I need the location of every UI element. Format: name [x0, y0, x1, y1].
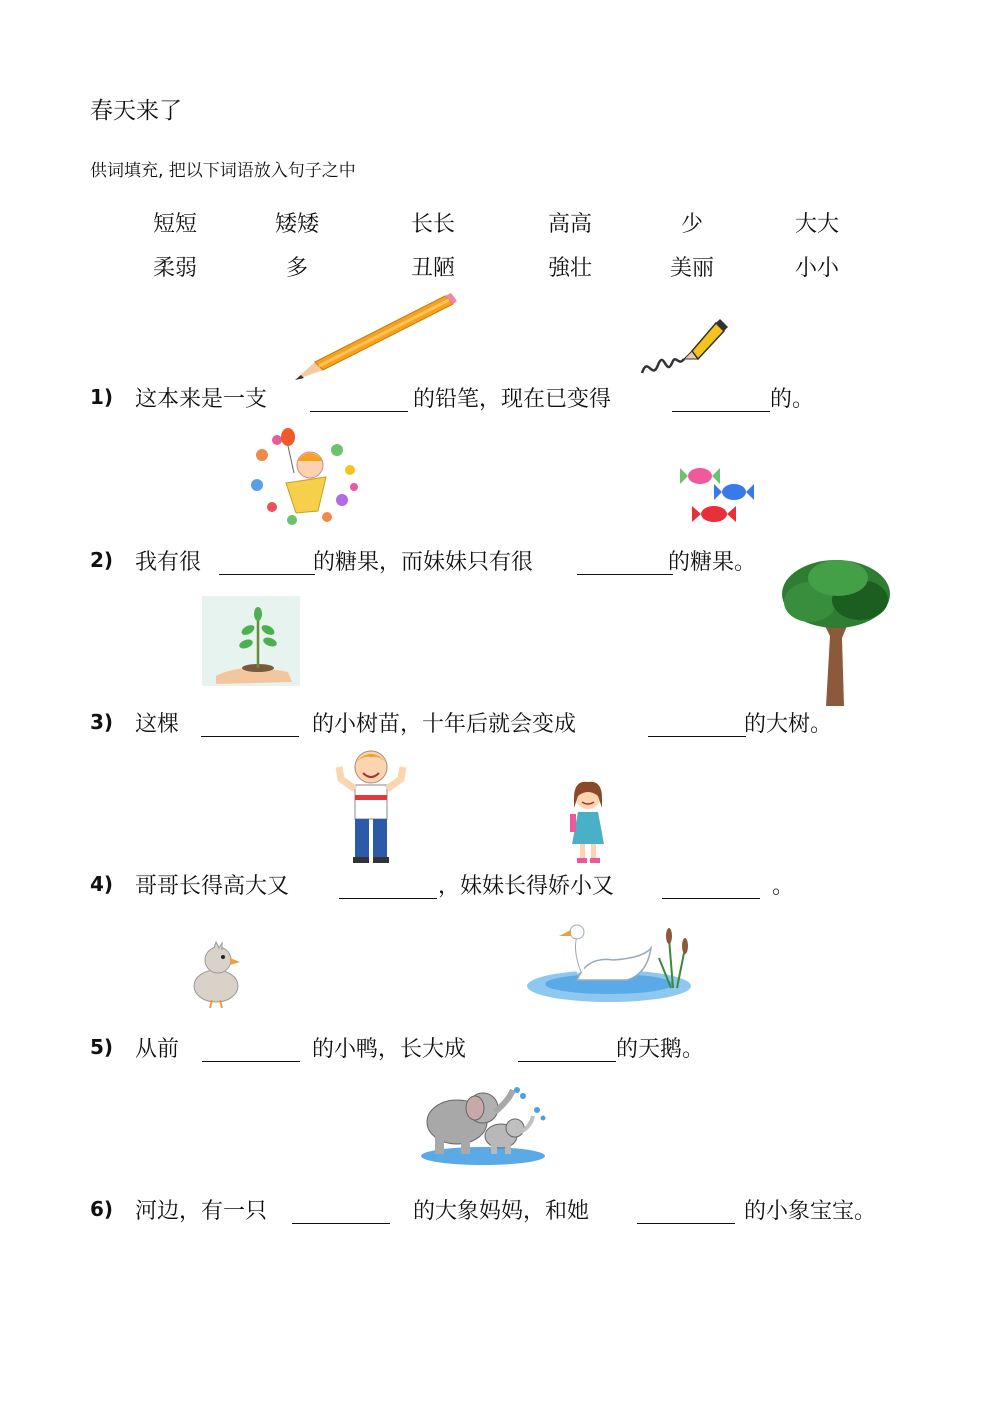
question-text: 的天鹅。 [616, 1037, 705, 1062]
question-text: 这棵 [135, 712, 180, 737]
question-text: 的。 [770, 387, 815, 412]
question-number: 1) [90, 385, 114, 409]
big-tree-image [780, 556, 892, 712]
question-number: 3) [90, 710, 114, 734]
question-number: 2) [90, 548, 114, 572]
question-text: 河边，有一只 [135, 1199, 268, 1224]
question-text: 的小象宝宝。 [744, 1199, 877, 1224]
word-bank-item[interactable]: 多 [285, 256, 308, 281]
word-bank-item[interactable]: 大大 [794, 212, 839, 237]
answer-blank[interactable] [339, 898, 437, 899]
question-text: 的铅笔，现在已变得 [413, 387, 612, 412]
word-bank-item[interactable]: 少 [680, 212, 703, 237]
answer-blank[interactable] [637, 1223, 735, 1224]
word-bank-item[interactable]: 短短 [152, 212, 197, 237]
long-pencil-image [285, 288, 465, 388]
few-candies-image [678, 462, 758, 528]
answer-blank[interactable] [201, 736, 299, 737]
question-text: 的大树。 [744, 712, 833, 737]
question-text: 的小鸭，长大成 [312, 1037, 467, 1062]
instruction-text: 供词填充, 把以下词语放入句子之中 [90, 161, 356, 181]
answer-blank[interactable] [662, 898, 760, 899]
word-bank-item[interactable]: 长长 [410, 212, 455, 237]
question-number: 6) [90, 1197, 114, 1221]
question-number: 4) [90, 872, 114, 896]
page-title: 春天来了 [90, 98, 182, 124]
question-text: 我有很 [135, 550, 202, 575]
answer-blank[interactable] [202, 1061, 300, 1062]
small-girl-image [560, 778, 616, 866]
word-bank-item[interactable]: 丑陋 [410, 256, 455, 281]
question-text: ，妹妹长得娇小又 [438, 874, 615, 899]
question-text: 哥哥长得高大又 [135, 874, 290, 899]
answer-blank[interactable] [310, 411, 408, 412]
word-bank-item[interactable]: 強壮 [547, 256, 592, 281]
strong-boy-image [335, 745, 407, 865]
sapling-image [202, 596, 300, 686]
many-candies-image [242, 425, 362, 525]
word-bank-item[interactable]: 小小 [794, 256, 839, 281]
question-text: 这本来是一支 [135, 387, 268, 412]
word-bank-item[interactable]: 美丽 [669, 256, 714, 281]
answer-blank[interactable] [518, 1061, 616, 1062]
question-text: 。 [772, 874, 795, 899]
answer-blank[interactable] [219, 574, 315, 575]
word-bank-item[interactable]: 柔弱 [152, 256, 197, 281]
question-text: 的糖果，而妹妹只有很 [313, 550, 534, 575]
answer-blank[interactable] [577, 574, 673, 575]
question-text: 的大象妈妈，和她 [413, 1199, 590, 1224]
question-text: 从前 [135, 1037, 180, 1062]
answer-blank[interactable] [292, 1223, 390, 1224]
ugly-duckling-image [188, 940, 242, 1010]
answer-blank[interactable] [672, 411, 770, 412]
question-text: 的糖果。 [668, 550, 757, 575]
swan-image [527, 918, 699, 1004]
question-text: 的小树苗，十年后就会变成 [312, 712, 577, 737]
answer-blank[interactable] [648, 736, 746, 737]
word-bank-item[interactable]: 矮矮 [274, 212, 319, 237]
question-number: 5) [90, 1035, 114, 1059]
short-pencil-image [638, 315, 728, 385]
word-bank-item[interactable]: 高高 [547, 212, 592, 237]
elephants-image [417, 1080, 549, 1166]
